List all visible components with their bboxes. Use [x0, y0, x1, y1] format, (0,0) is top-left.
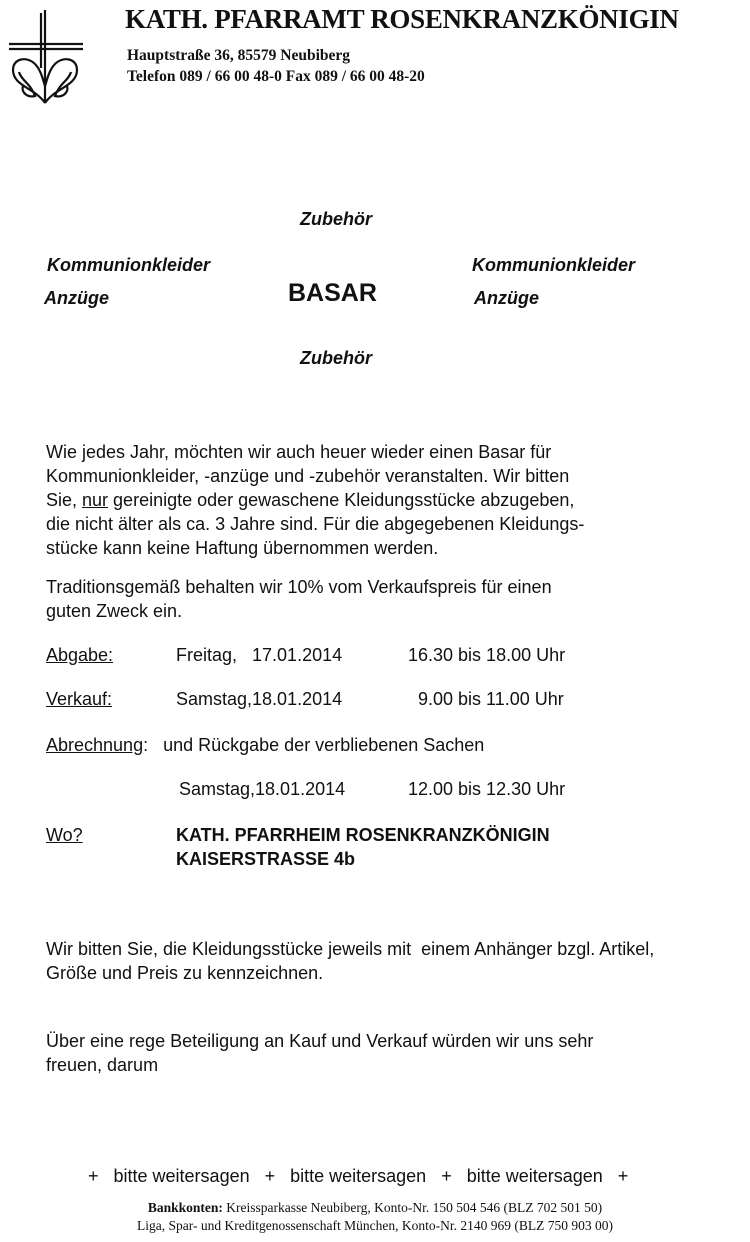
tagline: + bitte weitersagen + bitte weitersagen + bitte weitersagen +: [88, 1166, 629, 1186]
intro-line: Kommunionkleider, -anzüge und -zubehör veranstalten. Wir bitten: [46, 466, 570, 486]
abrechnung-time: 12.00 bis 12.30 Uhr: [408, 779, 566, 799]
venue-name: KATH. PFARRHEIM ROSENKRANZKÖNIGIN: [176, 825, 550, 845]
abrechnung-label: Abrechnung: [46, 735, 144, 755]
intro-line: die nicht älter als ca. 3 Jahre sind. Für die abgegebenen Kleidungs-: [46, 514, 585, 534]
banner-right-1: Kommunionkleider: [472, 255, 636, 275]
note-paragraph: [46, 937, 654, 985]
abrechnung-row: [46, 733, 484, 757]
closing-line: freuen, darum: [46, 1055, 159, 1075]
banner-top: Zubehör: [300, 209, 372, 229]
tradition-line: guten Zweck ein.: [46, 601, 183, 621]
parish-phone: Telefon 089 / 66 00 48-0 Fax 089 / 66 00 48-20: [127, 68, 425, 85]
verkauf-time: 9.00 bis 11.00 Uhr: [418, 689, 564, 709]
bank-line-2: Liga, Spar- und Kreditgenossenschaft München, Konto-Nr. 2140 969 (BLZ 750 903 00): [137, 1218, 613, 1233]
emphasis: nur: [82, 490, 109, 510]
abrechnung-note: : und Rückgabe der verbliebenen Sachen: [143, 735, 485, 755]
banner-title: BASAR: [288, 279, 377, 307]
abgabe-time: 16.30 bis 18.00 Uhr: [408, 645, 566, 665]
abrechnung-day: Samstag,18.01.2014: [179, 779, 346, 799]
banner-left-2: Anzüge: [44, 288, 109, 308]
verkauf-label: Verkauf:: [46, 689, 113, 709]
intro-line: [46, 488, 584, 512]
closing-paragraph: [46, 1029, 593, 1077]
abgabe-label: Abgabe:: [46, 645, 114, 665]
banner-left-1: Kommunionkleider: [47, 255, 211, 275]
parish-title: KATH. PFARRAMT ROSENKRANZKÖNIGIN: [125, 4, 679, 34]
note-line: Größe und Preis zu kennzeichnen.: [46, 963, 324, 983]
bank-1: Kreissparkasse Neubiberg, Konto-Nr. 150 504 546 (BLZ 702 501 50): [222, 1200, 603, 1215]
tradition-paragraph: [46, 575, 552, 623]
intro-paragraph: [46, 440, 584, 560]
verkauf-day: Samstag,18.01.2014: [176, 689, 343, 709]
parish-logo-icon: [5, 8, 85, 108]
intro-line: Wie jedes Jahr, möchten wir auch heuer wieder einen Basar für: [46, 442, 552, 462]
bank-label: Bankkonten:: [147, 1200, 223, 1215]
banner-bottom: Zubehör: [300, 348, 372, 368]
abgabe-day: Freitag, 17.01.2014: [176, 645, 343, 665]
wo-label: Wo?: [46, 825, 83, 845]
parish-address: Hauptstraße 36, 85579 Neubiberg: [127, 47, 351, 64]
tradition-line: Traditionsgemäß behalten wir 10% vom Verkaufspreis für einen: [46, 577, 552, 597]
text: Sie,: [46, 490, 83, 510]
banner-right-2: Anzüge: [474, 288, 539, 308]
text: gereinigte oder gewaschene Kleidungsstücke abzugeben,: [108, 490, 575, 510]
intro-line: stücke kann keine Haftung übernommen werden.: [46, 538, 439, 558]
closing-line: Über eine rege Beteiligung an Kauf und Verkauf würden wir uns sehr: [46, 1031, 594, 1051]
bank-line-1: [0, 1200, 750, 1216]
note-line: Wir bitten Sie, die Kleidungsstücke jeweils mit einem Anhänger bzgl. Artikel,: [46, 939, 655, 959]
venue-street: KAISERSTRASSE 4b: [176, 849, 356, 869]
